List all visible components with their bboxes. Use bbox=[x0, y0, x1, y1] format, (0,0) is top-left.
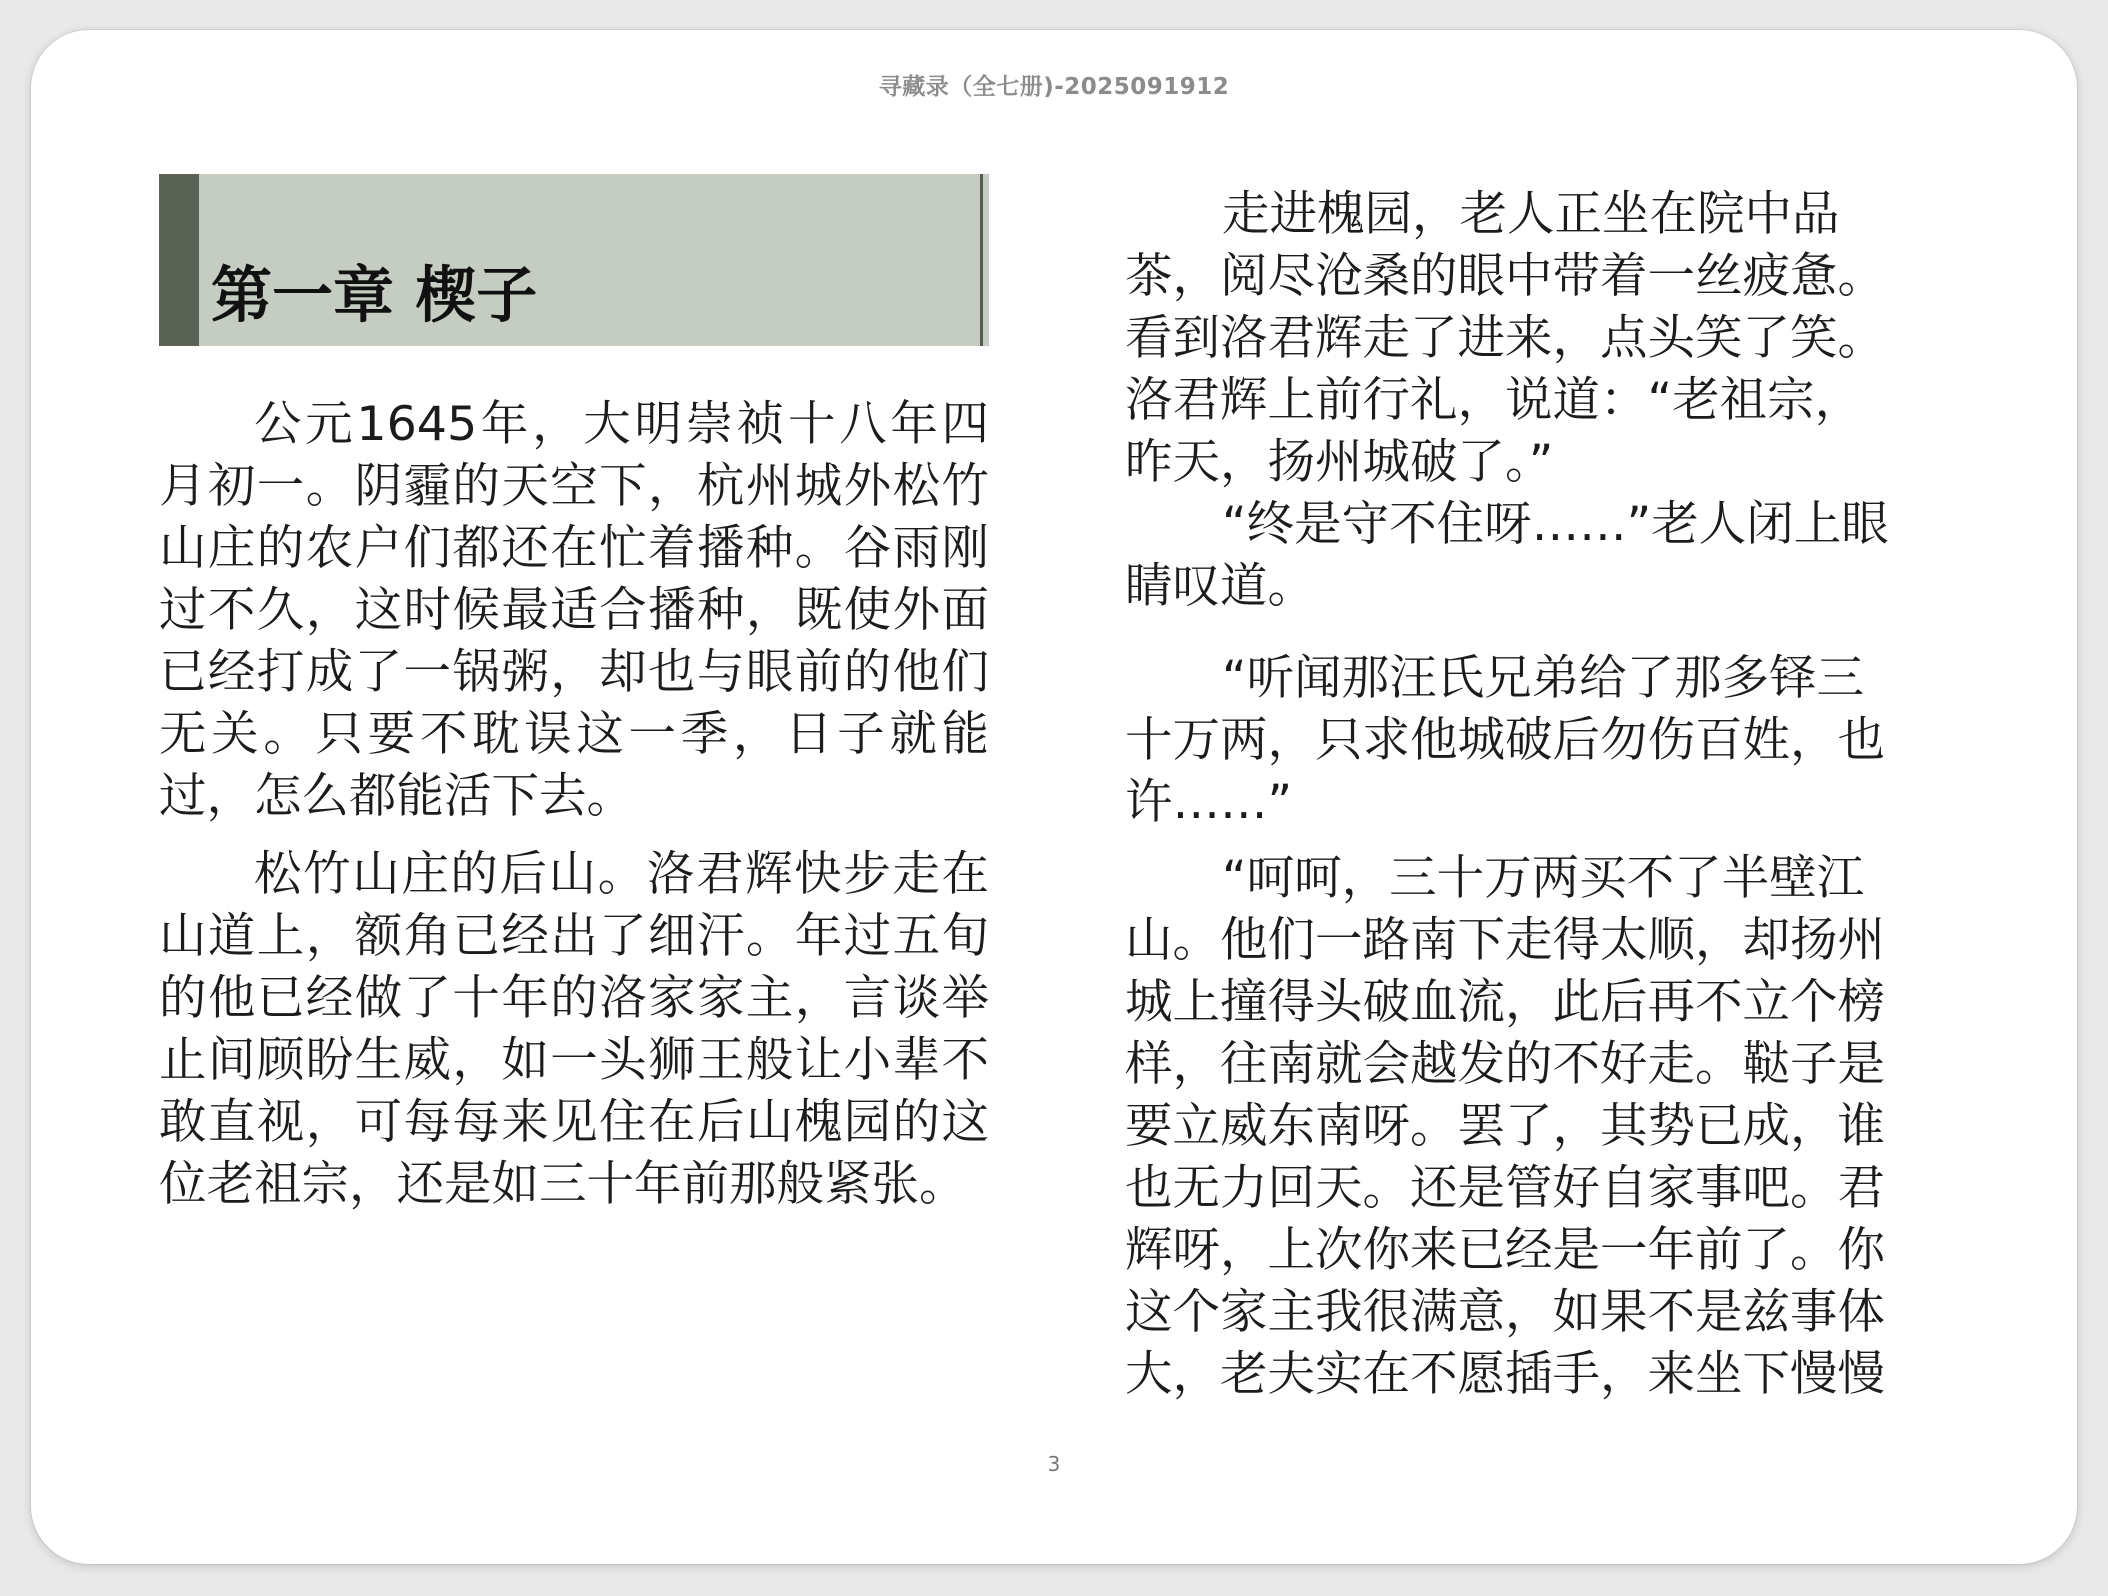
text-line: 十万两，只求他城破后勿伤百姓，也 bbox=[1125, 713, 1885, 768]
paragraph bbox=[1125, 494, 1889, 618]
text-line: “终是守不住呀……”老人闭上眼 bbox=[1222, 497, 1889, 552]
paragraph bbox=[1125, 184, 1885, 494]
text-line: 大，老夫实在不愿插手，来坐下慢慢 bbox=[1125, 1347, 1885, 1402]
text-line: 也无力回天。还是管好自家事吧。君 bbox=[1125, 1161, 1885, 1216]
text-line: “听闻那汪氏兄弟给了那多铎三 bbox=[1222, 651, 1865, 706]
text-line: 睛叹道。 bbox=[1125, 559, 1315, 614]
chapter-title: 第一章 楔子 bbox=[211, 260, 538, 331]
text-line: 样，往南就会越发的不好走。鞑子是 bbox=[1125, 1037, 1885, 1092]
text-line: 许……” bbox=[1125, 775, 1293, 830]
book-title-header: 寻藏录（全七册)-2025091912 bbox=[878, 74, 1230, 100]
text-line: 看到洛君辉走了进来，点头笑了笑。 bbox=[1125, 311, 1885, 366]
paragraph bbox=[1125, 648, 1885, 834]
page-number: 3 bbox=[1047, 1452, 1061, 1476]
text-line: 走进槐园，老人正坐在院中品 bbox=[1222, 187, 1840, 242]
text-line: 洛君辉上前行礼，说道：“老祖宗， bbox=[1125, 373, 1863, 428]
text-line: 辉呀，上次你来已经是一年前了。你 bbox=[1125, 1223, 1885, 1278]
paragraph: 松竹山庄的后山。洛君辉快步走在山道上，额角已经出了细汗。年过五旬的他已经做了十年的洛家家主，言谈举止间顾盼生威，如一头狮王般让小辈不敢直视，可每每来见住在后山槐园的这位老祖宗，还是如三十年前那般紧张。 bbox=[159, 847, 989, 1212]
text-line: 要立威东南呀。罢了，其势已成，谁 bbox=[1125, 1099, 1885, 1154]
paragraph: 公元1645年，大明崇祯十八年四月初一。阴霾的天空下，杭州城外松竹山庄的农户们都还在忙着播种。谷雨刚过不久，这时候最适合播种，既使外面已经打成了一锅粥，却也与眼前的他们无关。只要不耽误这一季，日子就能过，怎么都能活下去。 bbox=[159, 397, 989, 824]
text-line: 茶，阅尽沧桑的眼中带着一丝疲惫。 bbox=[1125, 249, 1885, 304]
chapter-heading-box bbox=[159, 174, 989, 346]
text-line: 昨天，扬州城破了。” bbox=[1125, 435, 1554, 490]
text-line: 城上撞得头破血流，此后再不立个榜 bbox=[1125, 975, 1885, 1030]
paragraph bbox=[1125, 848, 1885, 1406]
book-page[interactable] bbox=[31, 30, 2077, 1564]
text-line: 山。他们一路南下走得太顺，却扬州 bbox=[1125, 913, 1885, 968]
text-line: “呵呵，三十万两买不了半壁江 bbox=[1222, 851, 1865, 906]
text-line: 这个家主我很满意，如果不是兹事体 bbox=[1125, 1285, 1885, 1340]
